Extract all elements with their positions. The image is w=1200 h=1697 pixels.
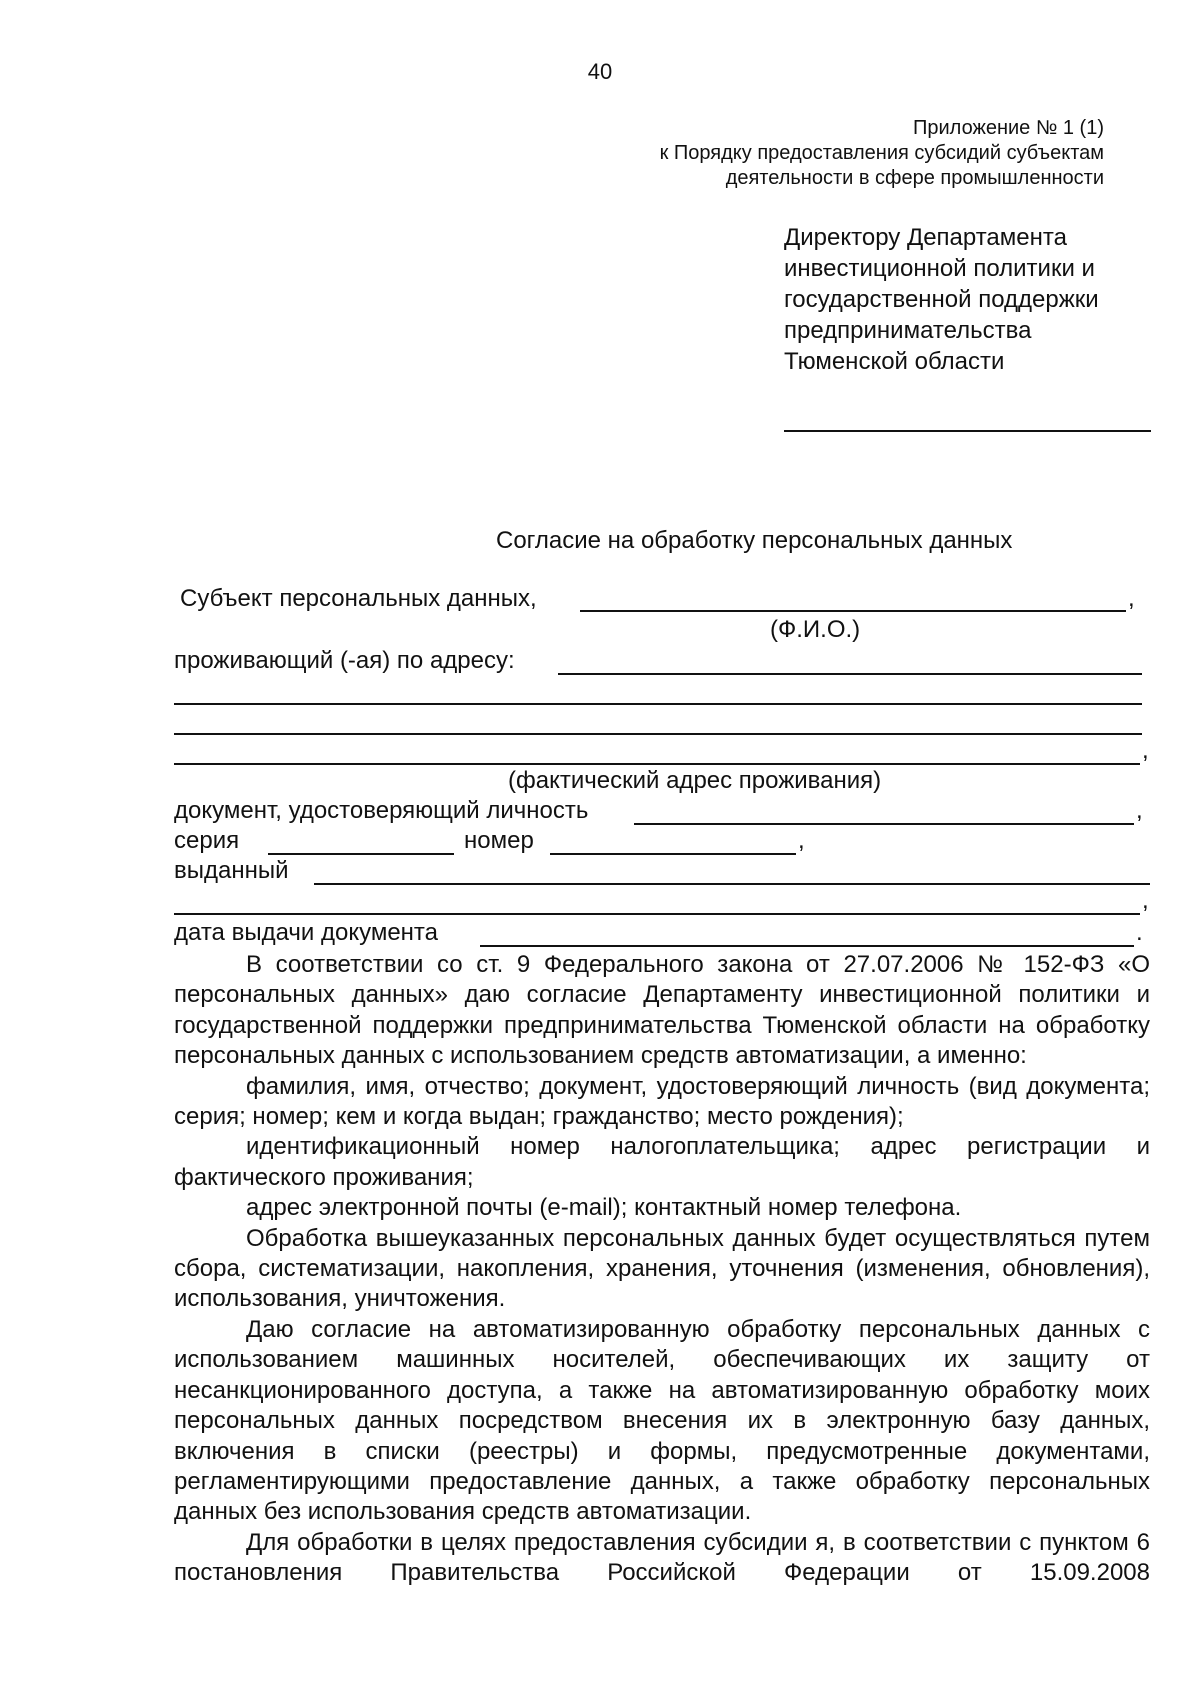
- issued-by-field[interactable]: [314, 883, 1150, 885]
- appendix-line-3: деятельности в сфере промышленности: [725, 167, 1104, 189]
- issue-date-label: дата выдачи документа: [174, 919, 438, 946]
- issued-by-field[interactable]: [174, 913, 1140, 915]
- number-field[interactable]: [550, 853, 796, 855]
- addressee-line: инвестиционной политики и: [784, 255, 1095, 282]
- comma: ,: [1142, 887, 1149, 914]
- address-field[interactable]: [174, 733, 1142, 735]
- addressee-line: Тюменской области: [784, 348, 1005, 375]
- consent-body: [174, 950, 1150, 1589]
- fio-field[interactable]: [580, 610, 1126, 612]
- consent-paragraph: Обработка вышеуказанных персональных данных будет осуществляться путем сбора, систематизации, накопления, хранения, уточнения (изменения, обновления), использования, уничтожения.: [174, 1224, 1150, 1313]
- consent-paragraph: В соответствии со ст. 9 Федерального закона от 27.07.2006 № 152-ФЗ «О персональных данных» даю согласие Департаменту инвестиционной политики и государственной поддержки предпринимательства Тюменской области на обработку персональных данных с использованием средств автоматизации, а именно:: [174, 951, 1150, 1070]
- issued-by-label: выданный: [174, 857, 289, 884]
- address-row-3: [174, 706, 1150, 736]
- appendix-line-2: к Порядку предоставления субсидий субъектам: [659, 142, 1104, 164]
- period: .: [1136, 919, 1143, 946]
- series-field[interactable]: [268, 853, 454, 855]
- address-row: [174, 646, 1150, 676]
- address-label: проживающий (-ая) по адресу:: [174, 647, 515, 674]
- consent-paragraph: идентификационный номер налогоплательщика; адрес регистрации и фактического проживания;: [174, 1133, 1150, 1191]
- issue-date-field[interactable]: [480, 945, 1134, 947]
- consent-paragraph: Для обработки в целях предоставления субсидии я, в соответствии с пунктом 6 постановления Правительства Российской Федерации от 15.09.2008: [174, 1528, 1150, 1587]
- issued-by-row-2: [174, 886, 1150, 916]
- consent-paragraph: фамилия, имя, отчество; документ, удостоверяющий личность (вид документа; серия; номер; кем и когда выдан; гражданство; место рождения);: [174, 1072, 1150, 1131]
- addressee-line: Директору Департамента: [784, 224, 1067, 251]
- addressee-block: [784, 222, 1114, 377]
- issue-date-row: [174, 918, 1150, 948]
- id-document-row: [174, 796, 1150, 826]
- appendix-header: [584, 116, 1104, 191]
- page-number: 40: [587, 59, 613, 84]
- id-document-field[interactable]: [634, 823, 1134, 825]
- address-caption: (фактический адрес проживания): [508, 767, 882, 794]
- comma: ,: [1128, 585, 1135, 612]
- number-label: номер: [464, 827, 534, 854]
- id-document-label: документ, удостоверяющий личность: [174, 797, 589, 824]
- address-row-2: [174, 676, 1150, 706]
- series-number-row: [174, 826, 1150, 856]
- issued-by-row: [174, 856, 1150, 886]
- series-label: серия: [174, 827, 240, 854]
- address-row-4: [174, 736, 1150, 766]
- consent-paragraph: адрес электронной почты (e-mail); контактный номер телефона.: [246, 1194, 962, 1222]
- addressee-line: государственной поддержки: [784, 286, 1099, 313]
- comma: ,: [798, 827, 805, 854]
- applicant-name-line[interactable]: [784, 430, 1151, 432]
- addressee-line: предпринимательства: [784, 317, 1032, 344]
- appendix-line-1: Приложение № 1 (1): [913, 117, 1104, 139]
- consent-paragraph: Даю согласие на автоматизированную обработку персональных данных с использованием машинных носителей, обеспечивающих их защиту от несанкционированного доступа, а также на автоматизированную обработку моих персональных данных посредством внесения их в электронную базу данных, включения в списки (реестры) и формы, предусмотренные документами, регламентирующими предоставление данных, а также обработку персональных данных без использования средств автоматизации.: [174, 1315, 1150, 1526]
- subject-label: Субъект персональных данных,: [180, 585, 537, 612]
- address-field[interactable]: [174, 703, 1142, 705]
- comma: ,: [1136, 797, 1143, 824]
- subject-row: [174, 584, 1150, 614]
- fio-caption: (Ф.И.О.): [770, 616, 861, 643]
- address-field[interactable]: [174, 763, 1140, 765]
- address-field[interactable]: [558, 673, 1142, 675]
- document-title: Согласие на обработку персональных данных: [496, 527, 1013, 554]
- comma: ,: [1142, 737, 1149, 764]
